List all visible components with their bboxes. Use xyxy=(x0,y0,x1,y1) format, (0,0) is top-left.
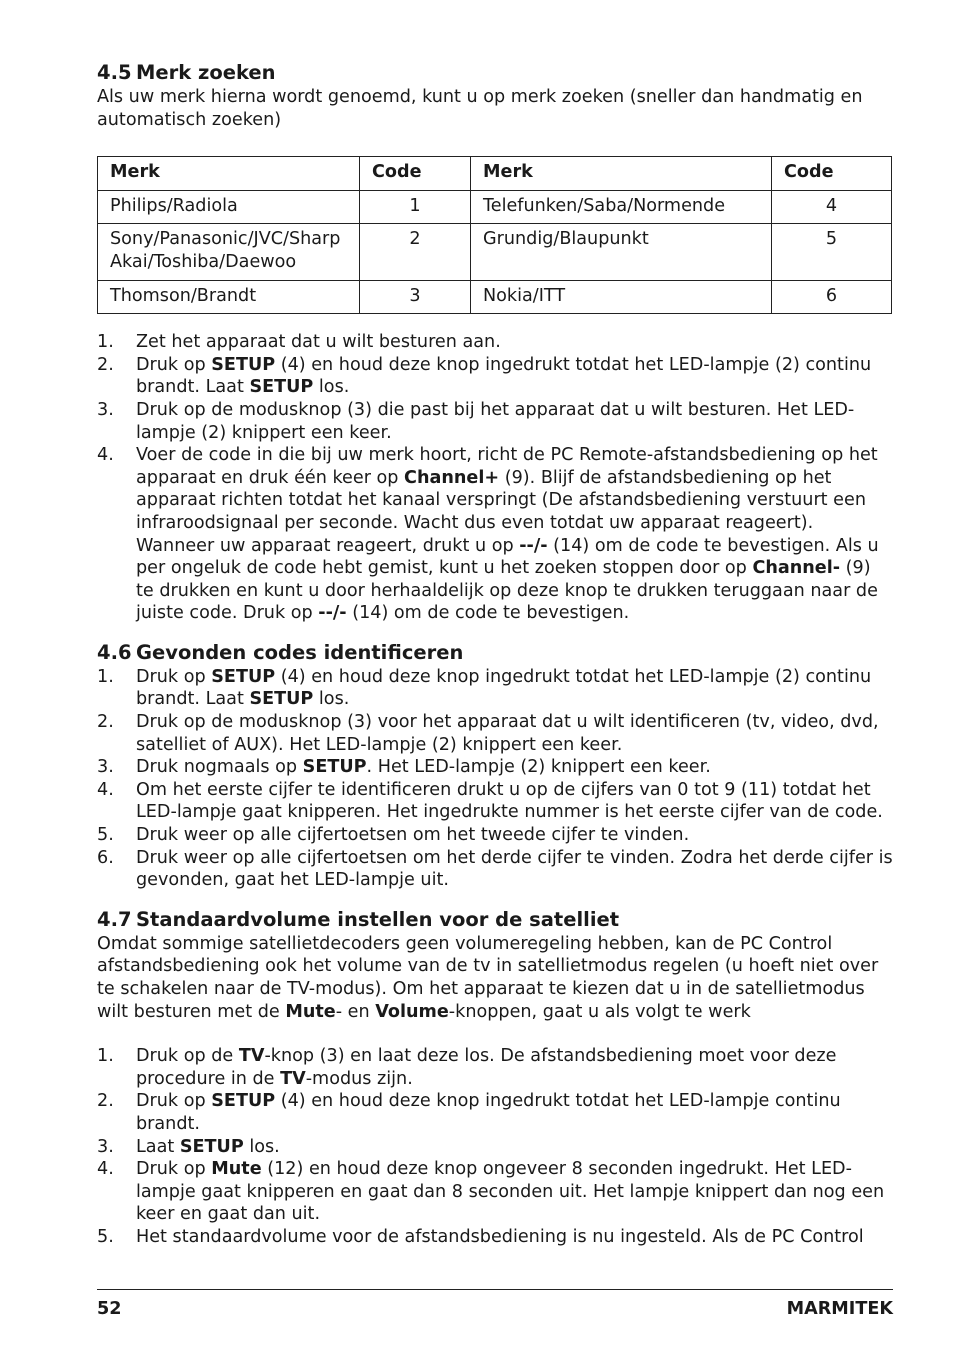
step-number: 2. xyxy=(97,712,114,733)
list-item xyxy=(97,399,893,444)
section-number: 4.7 xyxy=(97,907,132,931)
table-header: Merk xyxy=(98,157,360,191)
list-item xyxy=(97,711,893,756)
step-number: 3. xyxy=(97,757,114,778)
table-cell-brand: Telefunken/Saba/Normende xyxy=(471,190,772,224)
section-intro: Omdat sommige satellietdecoders geen volumeregeling hebben, kan de PC Control afstandsbediening ook het volume van de tv in satellietmodus regelen (u hoeft niet over te schakelen naar de TV-modus). Om het apparaat te kiezen dat u in de satellietmodus wilt besturen met de Mute- en Volume-knoppen, gaat u als volgt te werk xyxy=(97,933,879,1022)
step-text: Druk op de modusknop (3) voor het apparaat dat u wilt identificeren (tv, video, dvd, satelliet of AUX). Het LED-lampje (2) knippert een keer. xyxy=(136,712,879,755)
step-number: 6. xyxy=(97,847,114,868)
table-row xyxy=(98,280,892,314)
list-item xyxy=(97,331,893,354)
section-number: 4.5 xyxy=(97,61,132,84)
section-heading-4-5 xyxy=(97,60,893,86)
step-text: Het standaardvolume voor de afstandsbediening is nu ingesteld. Als de PC Control xyxy=(136,1226,864,1247)
table-cell-code: 3 xyxy=(360,280,471,314)
step-text: Druk op de TV-knop (3) en laat deze los. De afstandsbediening moet voor deze procedure in de TV-modus zijn. xyxy=(136,1046,837,1089)
brand-name: MARMITEK xyxy=(786,1299,893,1319)
brand-code-table xyxy=(97,156,892,314)
step-text: Druk weer op alle cijfertoetsen om het derde cijfer te vinden. Zodra het derde cijfer is gevonden, gaat het LED-lampje uit. xyxy=(136,847,893,891)
section-number: 4.6 xyxy=(97,640,132,664)
section-heading-4-6 xyxy=(97,640,893,666)
step-text: Zet het apparaat dat u wilt besturen aan. xyxy=(136,332,501,353)
section-4-7 xyxy=(97,907,893,1249)
list-item xyxy=(97,444,893,625)
step-number: 1. xyxy=(97,666,114,687)
list-item xyxy=(97,1045,893,1090)
step-text: Druk op SETUP (4) en houd deze knop ingedrukt totdat het LED-lampje (2) continu brandt. Laat SETUP los. xyxy=(136,666,872,710)
document-page xyxy=(97,60,893,1249)
step-number: 2. xyxy=(97,1091,114,1112)
brand-line: Sony/Panasonic/JVC/Sharp xyxy=(110,229,341,250)
table-row xyxy=(98,190,892,224)
step-text: Laat SETUP los. xyxy=(136,1136,280,1157)
table-cell-code: 1 xyxy=(360,190,471,224)
step-number: 1. xyxy=(97,1046,114,1067)
list-item xyxy=(97,779,893,824)
step-number: 3. xyxy=(97,399,114,420)
step-number: 4. xyxy=(97,445,114,466)
step-text: Druk op SETUP (4) en houd deze knop ingedrukt totdat het LED-lampje continu brandt. xyxy=(136,1091,841,1134)
brand-line: Akai/Toshiba/Daewoo xyxy=(110,251,297,272)
steps-list-4-7 xyxy=(97,1045,893,1248)
section-heading-4-7 xyxy=(97,907,893,933)
section-intro: Als uw merk hierna wordt genoemd, kunt u op merk zoeken (sneller dan handmatig en automatisch zoeken) xyxy=(97,87,863,130)
table-header: Code xyxy=(772,157,892,191)
steps-list-4-6 xyxy=(97,666,893,892)
section-title: Standaardvolume instellen voor de satelliet xyxy=(136,907,620,931)
section-title: Gevonden codes identificeren xyxy=(136,640,464,664)
steps-list-4-5 xyxy=(97,331,893,625)
page-number: 52 xyxy=(97,1299,122,1319)
step-text: Druk nogmaals op SETUP. Het LED-lampje (2) knippert een keer. xyxy=(136,757,711,778)
table-header-row xyxy=(98,157,892,191)
list-item xyxy=(97,1090,893,1135)
list-item xyxy=(97,1226,893,1249)
table-cell-code: 4 xyxy=(772,190,892,224)
list-item xyxy=(97,847,893,892)
step-text: Druk op Mute (12) en houd deze knop ongeveer 8 seconden ingedrukt. Het LED-lampje gaat knipperen en gaat dan 8 seconden uit. Het lampje knippert dan nog een keer en gaat dan uit. xyxy=(136,1159,885,1225)
list-item xyxy=(97,666,893,711)
footer-divider xyxy=(97,1289,893,1290)
table-cell-code: 5 xyxy=(772,224,892,280)
table-cell-brand: Thomson/Brandt xyxy=(98,280,360,314)
table-cell-brand xyxy=(98,224,360,280)
step-number: 4. xyxy=(97,779,114,800)
step-number: 4. xyxy=(97,1159,114,1180)
table-row xyxy=(98,224,892,280)
step-text: Voer de code in die bij uw merk hoort, richt de PC Remote-afstandsbediening op het apparaat en druk één keer op Channel+ (9). Blijf de afstandsbediening op het apparaat richten totdat het kanaal verspringt (De afstandsbediening verstuurt een infraroodsignaal per seconde. Wacht dus even totdat uw apparaat reageert). Wanneer uw apparaat reageert, drukt u op --/- (14) om de code te bevestigen. Als u per ongeluk de code hebt gemist, kunt u het zoeken stoppen door op Channel- (9) te drukken en kunt u door herhaaldelijk op deze knop te drukken teruggaan naar de juiste code. Druk op --/- (14) om de code te bevestigen. xyxy=(136,445,879,624)
list-item xyxy=(97,824,893,847)
step-number: 5. xyxy=(97,825,114,846)
table-header: Code xyxy=(360,157,471,191)
step-number: 3. xyxy=(97,1136,114,1157)
step-text: Om het eerste cijfer te identificeren drukt u op de cijfers van 0 tot 9 (11) totdat het LED-lampje gaat knipperen. Het ingedrukte nummer is het eerste cijfer van de code. xyxy=(136,779,883,823)
step-number: 1. xyxy=(97,332,114,353)
step-text: Druk op de modusknop (3) die past bij het apparaat dat u wilt besturen. Het LED-lampje (2) knippert een keer. xyxy=(136,399,855,443)
list-item xyxy=(97,354,893,399)
step-text: Druk weer op alle cijfertoetsen om het tweede cijfer te vinden. xyxy=(136,825,690,846)
step-text: Druk op SETUP (4) en houd deze knop ingedrukt totdat het LED-lampje (2) continu brandt. Laat SETUP los. xyxy=(136,354,872,398)
step-number: 5. xyxy=(97,1226,114,1247)
table-cell-brand: Philips/Radiola xyxy=(98,190,360,224)
list-item xyxy=(97,1136,893,1159)
step-number: 2. xyxy=(97,354,114,375)
page-footer xyxy=(97,1298,893,1321)
table-cell-code: 2 xyxy=(360,224,471,280)
section-4-6 xyxy=(97,640,893,892)
table-cell-brand: Grundig/Blaupunkt xyxy=(471,224,772,280)
table-header: Merk xyxy=(471,157,772,191)
section-title: Merk zoeken xyxy=(136,61,276,84)
list-item xyxy=(97,756,893,779)
table-cell-code: 6 xyxy=(772,280,892,314)
list-item xyxy=(97,1158,893,1226)
table-cell-brand: Nokia/ITT xyxy=(471,280,772,314)
